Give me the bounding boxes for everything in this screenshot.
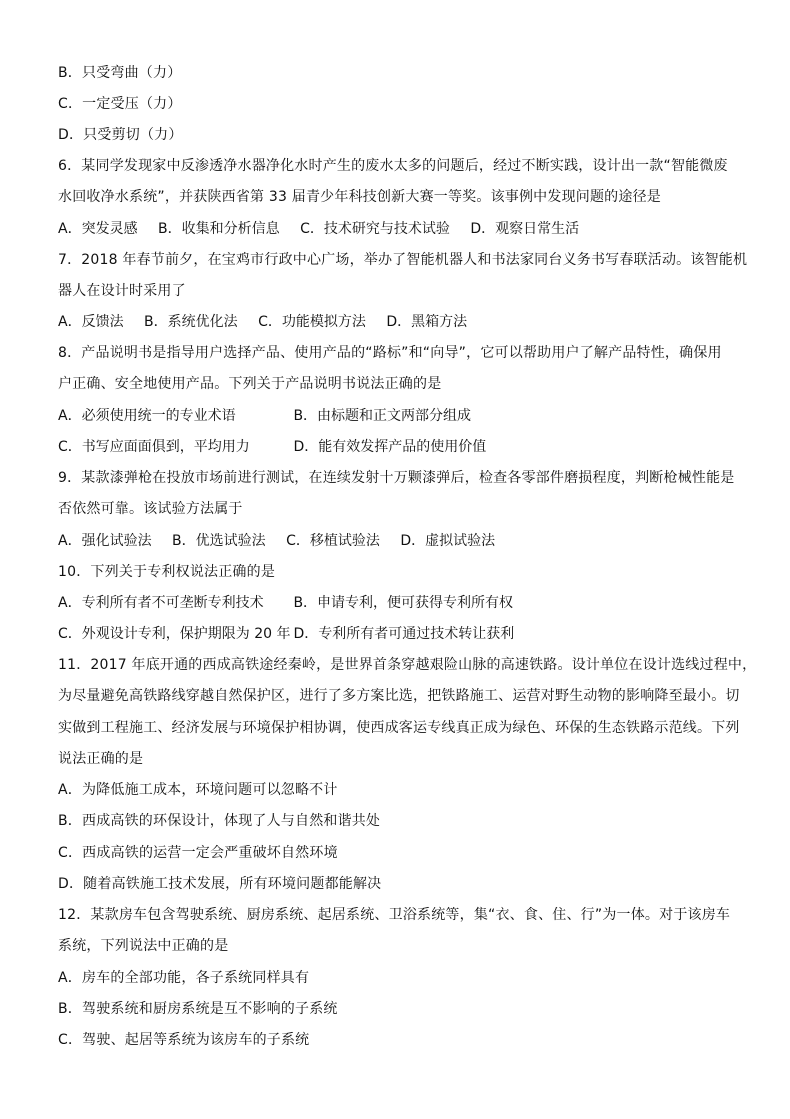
- q5-option-d: D．只受剪切（力）: [58, 127, 183, 143]
- q5-option-c: C．一定受压（力）: [58, 96, 182, 112]
- q10-option-c: C．外观设计专利，保护期限为 20 年: [58, 626, 291, 642]
- q7-options: [58, 313, 483, 331]
- q7-option-b: B．系统优化法: [144, 314, 238, 330]
- q5-option-b: B．只受弯曲（力）: [58, 65, 182, 81]
- q9-option-a: A．强化试验法: [58, 533, 152, 549]
- q11-option-b: B．西成高铁的环保设计，体现了人与自然和谐共处: [58, 813, 381, 829]
- q8-option-d: D．能有效发挥产品的使用价值: [293, 439, 487, 455]
- q9-option-d: D．虚拟试验法: [400, 533, 496, 549]
- q9-option-c: C．移植试验法: [286, 533, 380, 549]
- q12-stem-line2: 系统，下列说法中正确的是: [58, 938, 229, 954]
- q12-option-b: B．驾驶系统和厨房系统是互不影响的子系统: [58, 1001, 338, 1017]
- q8-options-row1: [58, 407, 487, 425]
- q8-option-c: C．书写应面面俱到，平均用力: [58, 439, 250, 455]
- q10-option-a: A．专利所有者不可垄断专利技术: [58, 595, 264, 611]
- q8-options-row2: [58, 438, 502, 456]
- q8-stem-line1: 8．产品说明书是指导用户选择产品、使用产品的“路标”和“向导”，它可以帮助用户了解产品特性，确保用: [58, 345, 722, 361]
- q11-option-d: D．随着高铁施工技术发展，所有环境问题都能解决: [58, 876, 382, 892]
- q9-options: [58, 532, 511, 550]
- q10-option-d: D．专利所有者可通过技术转让获利: [293, 626, 515, 642]
- q9-stem-line1: 9．某款漆弹枪在投放市场前进行测试，在连续发射十万颗漆弹后，检查各零部件磨损程度，判断枪械性能是: [58, 470, 735, 486]
- q8-option-a: A．必须使用统一的专业术语: [58, 408, 236, 424]
- q12-option-a: A．房车的全部功能，各子系统同样具有: [58, 970, 310, 986]
- q6-option-c: C．技术研究与技术试验: [300, 221, 450, 237]
- q11-stem-line1: 11．2017 年底开通的西成高铁途经秦岭，是世界首条穿越艰险山脉的高速铁路。设计单位在设计选线过程中，: [58, 657, 757, 673]
- q6-stem-line1: 6．某同学发现家中反渗透净水器净化水时产生的废水太多的问题后，经过不断实践，设计出一款“智能微废: [58, 158, 728, 174]
- q6-option-d: D．观察日常生活: [470, 221, 580, 237]
- q12-stem-line1: 12．某款房车包含驾驶系统、厨房系统、起居系统、卫浴系统等，集“衣、食、住、行”为一体。对于该房车: [58, 907, 731, 923]
- q10-option-b: B．申请专利，便可获得专利所有权: [293, 595, 514, 611]
- q12-option-c: C．驾驶、起居等系统为该房车的子系统: [58, 1032, 310, 1048]
- q11-stem-line2: 为尽量避免高铁路线穿越自然保护区，进行了多方案比选，把铁路施工、运营对野生动物的影响降至最小。切: [58, 688, 740, 704]
- q6-option-b: B．收集和分析信息: [158, 221, 280, 237]
- q7-option-a: A．反馈法: [58, 314, 124, 330]
- q11-stem-line4: 说法正确的是: [58, 751, 144, 767]
- q8-stem-line2: 户正确、安全地使用产品。下列关于产品说明书说法正确的是: [58, 376, 442, 392]
- q7-option-d: D．黑箱方法: [386, 314, 468, 330]
- q8-option-b: B．由标题和正文两部分组成: [293, 408, 472, 424]
- q11-stem-line3: 实做到工程施工、经济发展与环境保护相协调，使西成客运专线真正成为绿色、环保的生态铁路示范线。下列: [58, 720, 740, 736]
- q7-stem-line1: 7．2018 年春节前夕，在宝鸡市行政中心广场，举办了智能机器人和书法家同台义务书写春联活动。该智能机: [58, 252, 748, 268]
- q10-options-row2: [58, 625, 530, 643]
- q6-stem-line2: 水回收净水系统”，并获陕西省第 33 届青少年科技创新大赛一等奖。该事例中发现问题的途径是: [58, 189, 661, 205]
- q6-option-a: A．突发灵感: [58, 221, 138, 237]
- q11-option-c: C．西成高铁的运营一定会严重破坏自然环境: [58, 845, 338, 861]
- q7-option-c: C．功能模拟方法: [258, 314, 366, 330]
- q11-option-a: A．为降低施工成本，环境问题可以忽略不计: [58, 782, 338, 798]
- q7-stem-line2: 器人在设计时采用了: [58, 283, 186, 299]
- q6-options: [58, 220, 595, 238]
- q10-stem: 10．下列关于专利权说法正确的是: [58, 564, 276, 580]
- q9-option-b: B．优选试验法: [172, 533, 266, 549]
- q9-stem-line2: 否依然可靠。该试验方法属于: [58, 501, 243, 517]
- q10-options-row1: [58, 594, 529, 612]
